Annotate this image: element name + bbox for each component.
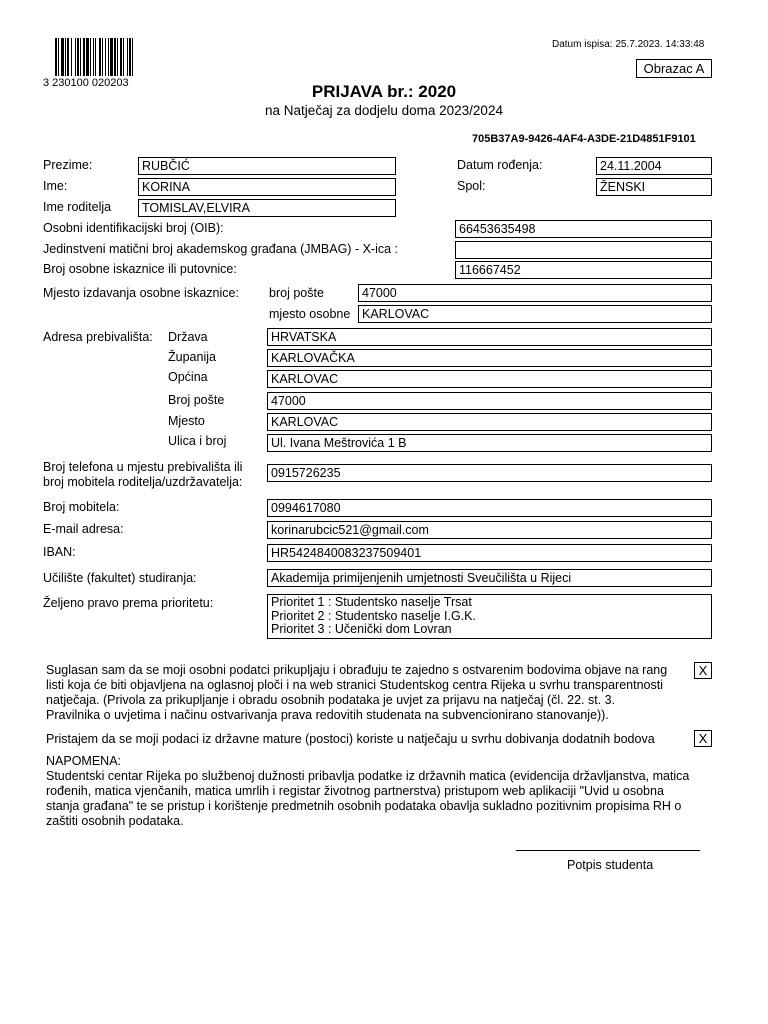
email-field[interactable]: korinarubcic521@gmail.com xyxy=(267,521,712,539)
barcode-bar xyxy=(77,38,79,76)
phone-label-line-2: broj mobitela roditelja/uzdržavatelja: xyxy=(43,475,243,489)
phone-label-line-1: Broj telefona u mjestu prebivališta ili xyxy=(43,460,243,474)
page-title: PRIJAVA br.: 2020 xyxy=(311,82,457,101)
print-date: Datum ispisa: 25.7.2023. 14:33:48 xyxy=(552,39,705,50)
barcode-bar xyxy=(123,38,124,76)
barcode-bar xyxy=(105,38,106,76)
county-field[interactable]: KARLOVAČKA xyxy=(267,349,712,367)
note-block xyxy=(46,754,726,829)
barcode-bar xyxy=(95,38,96,76)
oib-label: Osobni identifikacijski broj (OIB): xyxy=(43,221,224,235)
barcode-bar xyxy=(67,38,69,76)
priority-2: Prioritet 2 : Studentsko naselje I.G.K. xyxy=(271,608,476,623)
barcode-bar xyxy=(127,38,128,76)
note-line-4: zaštiti osobnih podataka. xyxy=(46,814,184,828)
note-title: NAPOMENA: xyxy=(46,754,122,768)
barcode-number: 3 230100 020203 xyxy=(43,77,129,89)
consent-line-3: natječaja. (Privola za prikupljanje i obradu osobnih podataka je uvjet za prijavu na natječaj (čl. 22. st. 3. xyxy=(46,693,616,707)
barcode-bar xyxy=(117,38,118,76)
priority-field[interactable] xyxy=(267,594,712,639)
name-label: Ime: xyxy=(43,179,68,193)
county-label: Županija xyxy=(168,350,216,364)
matura-checkbox[interactable]: X xyxy=(694,730,712,747)
barcode-bar xyxy=(90,38,91,76)
barcode-bar xyxy=(132,38,133,76)
priority-1: Prioritet 1 : Studentsko naselje Trsat xyxy=(271,595,472,609)
id-postal-label: broj pošte xyxy=(269,286,324,300)
barcode-bar xyxy=(99,38,101,76)
id-postal-field[interactable]: 47000 xyxy=(358,284,712,302)
barcode-bar xyxy=(75,38,76,76)
form-type-badge: Obrazac A xyxy=(636,59,712,78)
jmbag-field[interactable] xyxy=(455,241,712,259)
barcode-bar xyxy=(80,38,81,76)
note-line-2: rođenih, matica vjenčanih, matica umrlih i registar životnog partnerstva) pristupom web aplikaciji "Uvid u osobna xyxy=(46,784,664,798)
document-code: 705B37A9-9426-4AF4-A3DE-21D4851F9101 xyxy=(472,133,696,145)
barcode-bar xyxy=(108,38,109,76)
barcode-bar xyxy=(102,38,103,76)
municipality-field[interactable]: KARLOVAC xyxy=(267,370,712,388)
mobile-field[interactable]: 0994617080 xyxy=(267,499,712,517)
signature-label: Potpis studenta xyxy=(567,858,654,872)
school-label: Učilište (fakultet) studiranja: xyxy=(43,571,197,585)
email-label: E-mail adresa: xyxy=(43,522,124,536)
surname-label: Prezime: xyxy=(43,158,93,172)
sex-field[interactable]: ŽENSKI xyxy=(596,178,712,196)
barcode-bar xyxy=(61,38,64,76)
iban-label: IBAN: xyxy=(43,545,76,559)
parent-label: Ime roditelja xyxy=(43,200,112,214)
id-place-name-label: mjesto osobne xyxy=(269,307,351,321)
consent-line-1: Suglasan sam da se moji osobni podatci prikupljaju i obrađuju te zajedno s ostvarenim bodovima objave na rang xyxy=(46,663,668,677)
id-field[interactable]: 116667452 xyxy=(455,261,712,279)
municipality-label: Općina xyxy=(168,370,208,384)
id-place-label: Mjesto izdavanja osobne iskaznice: xyxy=(43,286,239,300)
barcode-bar xyxy=(86,38,89,76)
page-subtitle: na Natječaj za dodjelu doma 2023/2024 xyxy=(265,103,503,118)
country-label: Država xyxy=(168,330,208,344)
street-field[interactable]: Ul. Ivana Meštrovića 1 B xyxy=(267,434,712,452)
address-label: Adresa prebivališta: xyxy=(43,330,153,344)
dob-field[interactable]: 24.11.2004 xyxy=(596,157,712,175)
matura-text: Pristajem da se moji podaci iz državne mature (postoci) koriste u natječaju u svrhu dobivanja dodatnih bodova xyxy=(46,732,655,746)
sex-label: Spol: xyxy=(457,179,486,193)
barcode xyxy=(55,38,139,76)
note-line-1: Studentski centar Rijeka po službenoj dužnosti pribavlja podatke iz državnih matica (evidencija državljanstva, matica xyxy=(46,769,690,783)
signature-line[interactable] xyxy=(516,850,700,851)
address-postal-label: Broj pošte xyxy=(168,393,225,407)
oib-field[interactable]: 66453635498 xyxy=(455,220,712,238)
priority-label: Željeno pravo prema prioritetu: xyxy=(43,596,214,610)
priority-3: Prioritet 3 : Učenički dom Lovran xyxy=(271,622,452,636)
consent-text xyxy=(46,663,686,723)
barcode-bar xyxy=(65,38,66,76)
phone-field[interactable]: 0915726235 xyxy=(267,464,712,482)
mobile-label: Broj mobitela: xyxy=(43,500,120,514)
barcode-bar xyxy=(83,38,85,76)
id-place-field[interactable]: KARLOVAC xyxy=(358,305,712,323)
consent-line-4: Pravilnika o uvjetima i načinu ostvarivanja prava redovitih studenata na subvencionirano stanovanje)). xyxy=(46,708,609,722)
jmbag-label: Jedinstveni matični broj akademskog građana (JMBAG) - X-ica : xyxy=(43,242,399,256)
barcode-bar xyxy=(110,38,113,76)
city-field[interactable]: KARLOVAC xyxy=(267,413,712,431)
barcode-bar xyxy=(129,38,131,76)
barcode-bar xyxy=(114,38,116,76)
city-label: Mjesto xyxy=(168,414,205,428)
name-field[interactable]: KORINA xyxy=(138,178,396,196)
note-line-3: stanja građana" te se pristup i korištenje predmetnih osobnih podataka obavlja sukladno pozitivnim propisima RH o xyxy=(46,799,682,813)
barcode-bar xyxy=(58,38,59,76)
country-field[interactable]: HRVATSKA xyxy=(267,328,712,346)
consent-line-2: listi koja će biti objavljena na oglasnoj ploči i na web stranici Studentskog centra Rijeka u svrhu transparentnosti xyxy=(46,678,664,692)
barcode-bar xyxy=(93,38,94,76)
id-label: Broj osobne iskaznice ili putovnice: xyxy=(43,262,237,276)
barcode-bar xyxy=(55,38,57,76)
surname-field[interactable]: RUBČIĆ xyxy=(138,157,396,175)
address-postal-field[interactable]: 47000 xyxy=(267,392,712,410)
parent-field[interactable]: TOMISLAV,ELVIRA xyxy=(138,199,396,217)
barcode-bar xyxy=(71,38,72,76)
dob-label: Datum rođenja: xyxy=(457,158,543,172)
school-field[interactable]: Akademija primijenjenih umjetnosti Sveučilišta u Rijeci xyxy=(267,569,712,587)
iban-field[interactable]: HR5424840083237509401 xyxy=(267,544,712,562)
consent-checkbox[interactable]: X xyxy=(694,662,712,679)
barcode-bar xyxy=(120,38,122,76)
street-label: Ulica i broj xyxy=(168,434,227,448)
